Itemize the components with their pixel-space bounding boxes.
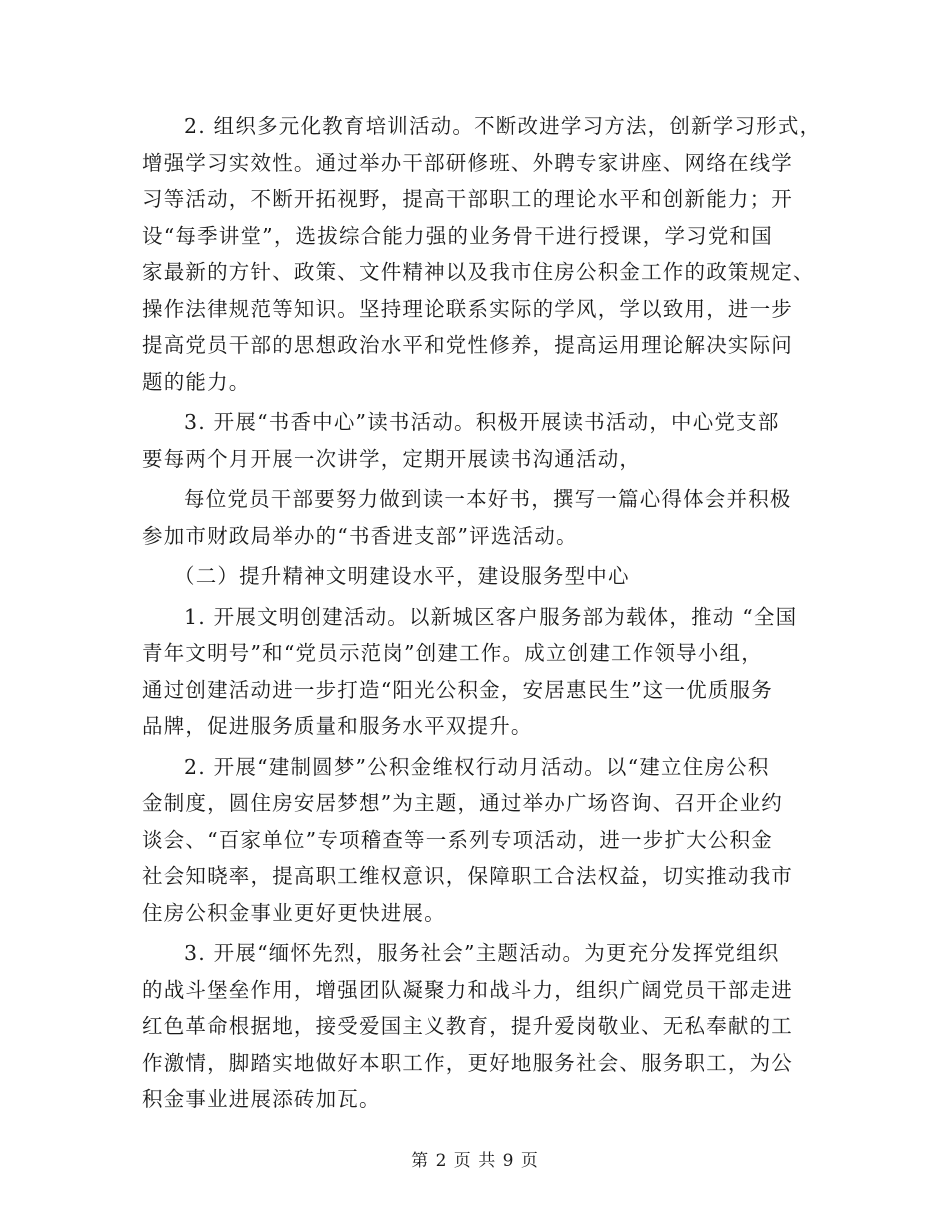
text-line: 青年文明号”和“党员示范岗”创建工作。成立创建工作领导小组， — [142, 641, 763, 665]
text-line: 2. 开展“建制圆梦”公积金维权行动月活动。以“建立住房公积 — [184, 754, 770, 779]
text-line: 3. 开展“缅怀先烈，服务社会”主题活动。为更充分发挥党组织 — [184, 941, 780, 965]
text-line: 2. 组织多元化教育培训活动。不断改进学习方法，创新学习形式， — [184, 114, 822, 138]
text-line: 3. 开展“书香中心”读书活动。积极开展读书活动，中心党支部 — [184, 410, 780, 434]
text-line: 通过创建活动进一步打造“阳光公积金，安居惠民生”这一优质服务 — [142, 677, 773, 702]
text-line: 金制度，圆住房安居梦想”为主题，通过举办广场咨询、召开企业约 — [142, 791, 783, 815]
paragraph-rights-month — [142, 749, 822, 932]
section-heading — [142, 558, 822, 595]
text-line: 的战斗堡垒作用，增强团队凝聚力和战斗力，组织广阔党员干部走进 — [142, 977, 793, 1002]
text-line: 操作法律规范等知识。坚持理论联系实际的学风，学以致用，进一步 — [142, 296, 793, 321]
text-line: 1. 开展文明创建活动。以新城区客户服务部为载体，推动 “全国 — [184, 604, 798, 629]
paragraph-reading-activity — [142, 404, 822, 477]
paragraph-martyrs-activity — [142, 935, 822, 1118]
text-line: 积金事业进展添砖加瓦。 — [142, 1087, 381, 1111]
text-line: 参加市财政局举办的“书香进支部”评选活动。 — [142, 523, 578, 548]
text-line: 家最新的方针、政策、文件精神以及我市住房公积金工作的政策规定、 — [142, 260, 815, 284]
text-line: 每位党员干部要努力做到读一本好书，撰写一篇心得体会并积极 — [184, 487, 792, 511]
text-line: 作激情，脚踏实地做好本职工作，更好地服务社会、服务职工，为公 — [142, 1050, 793, 1075]
document-body — [142, 108, 822, 1118]
paragraph-education-training — [142, 108, 822, 400]
heading-text: （二）提升精神文明建设水平，建设服务型中心 — [174, 564, 630, 588]
text-line: 习等活动，不断开拓视野，提高干部职工的理论水平和创新能力；开 — [142, 187, 793, 211]
text-line: 题的能力。 — [142, 369, 251, 394]
text-line: 社会知晓率，提高职工维权意识，保障职工合法权益，切实推动我市 — [142, 864, 793, 888]
text-line: 设“每季讲堂”，选拔综合能力强的业务骨干进行授课，学习党和国 — [142, 223, 773, 248]
page-number-footer: 第 2 页 共 9 页 — [411, 1151, 539, 1171]
text-line: 增强学习实效性。通过举办干部研修班、外聘专家讲座、网络在线学 — [142, 150, 793, 175]
text-line: 要每两个月开展一次讲学，定期开展读书沟通活动， — [142, 446, 642, 471]
text-line: 红色革命根据地，接受爱国主义教育，提升爱岗敬业、无私奉献的工 — [142, 1014, 793, 1038]
paragraph-reading-members — [142, 481, 822, 554]
text-line: 谈会、“百家单位”专项稽查等一系列专项活动，进一步扩大公积金 — [142, 827, 773, 852]
text-line: 品牌，促进服务质量和服务水平双提升。 — [142, 714, 533, 738]
text-line: 提高党员干部的思想政治水平和党性修养，提高运用理论解决实际问 — [142, 333, 793, 357]
text-line: 住房公积金事业更好更快进展。 — [142, 900, 446, 925]
paragraph-civilization-building — [142, 599, 822, 745]
